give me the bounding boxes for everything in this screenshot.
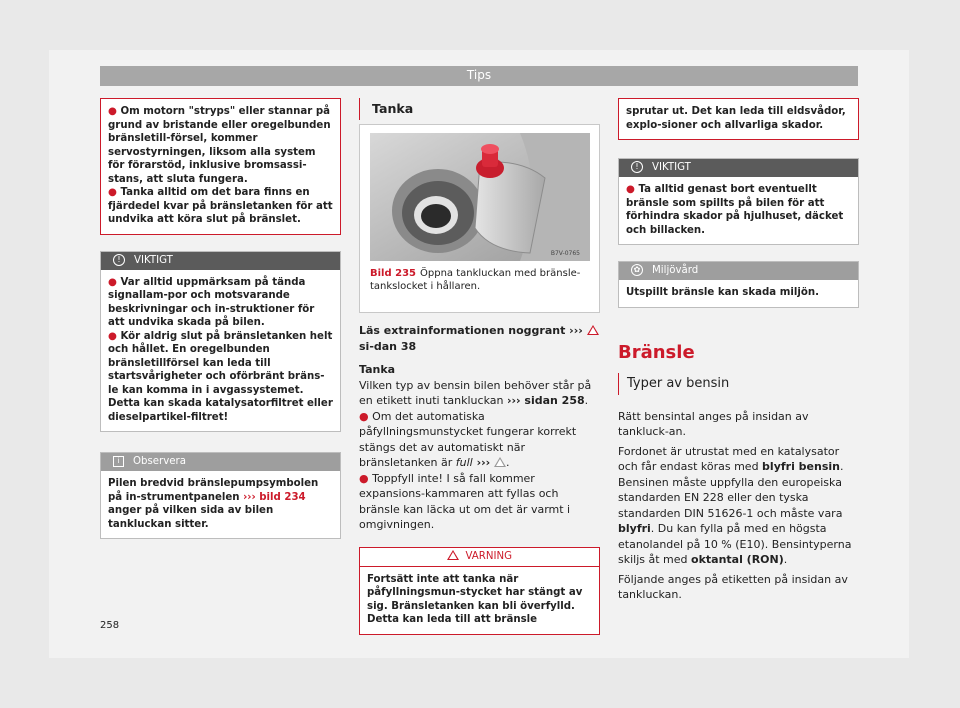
- observera-box: i Observera Pilen bredvid bränslepumpsymbolen på in-strumentpanelen ››› bild 234 anger på vilken sida av bilen tankluckan sitter.: [100, 452, 341, 539]
- note-icon: i: [113, 456, 124, 467]
- fuel-cap-photo: [370, 133, 590, 261]
- figure: [359, 124, 600, 313]
- figure-code: B7V-0765: [550, 250, 580, 257]
- bullet-icon: ●: [359, 409, 369, 423]
- page-number: 258: [100, 620, 120, 631]
- tips-item: ● Tanka alltid om det bara finns en fjärdedel kvar på bränsletanken för att undvika att köra slut på bränslet.: [108, 187, 333, 225]
- bullet-icon: ●: [108, 276, 117, 288]
- viktigt-header: ! VIKTIGT: [619, 159, 858, 177]
- page-link[interactable]: ››› sidan 258: [506, 394, 585, 407]
- header-title: Tips: [466, 68, 492, 82]
- observera-header: i Observera: [101, 453, 340, 471]
- tips-item: ● Om motorn "stryps" eller stannar på grund av bristande eller oregelbunden bränsletill-försel, kommer servostyrningen, liksom alla system för förarstöd, inklusive bromsassi-stans, att sluta fungera.: [108, 106, 331, 185]
- header-bar: [100, 66, 858, 86]
- viktigt-item: ● Var alltid uppmärksam på tända signallam-por och motsvarande beskrivningar och in-struktioner för att undvika skada på bilen.: [108, 276, 315, 328]
- tanka-heading: Tanka: [359, 363, 396, 376]
- bullet-icon: ●: [359, 471, 369, 485]
- varning-continued-box: sprutar ut. Det kan leda till eldsvådor, explo-sioner och allvarliga skador.: [618, 98, 859, 140]
- miljo-header: ✿ Miljövård: [619, 262, 858, 280]
- info-icon: !: [631, 161, 643, 173]
- warning-icon: [494, 457, 506, 467]
- chapter-title: Bränsle: [618, 341, 695, 363]
- varning-header: VARNING: [360, 548, 599, 567]
- bullet-icon: ●: [626, 184, 635, 195]
- column-left: [100, 98, 341, 539]
- viktigt-box: ! VIKTIGT ● Ta alltid genast bort eventuellt bränsle som spillts på bilen för att förhindra skador på hjulhuset, däcket och billacken.: [618, 158, 859, 245]
- bullet-icon: ●: [108, 330, 117, 342]
- subchapter-title: Typer av bensin: [618, 373, 859, 395]
- column-middle: Tanka B7V-0765 Bild 235 Öppna tankluckan med bränsle-tankslocket i hållaren. Läs extrainformationen noggrant ››› si-dan 38 Tanka Vilken typ av bensin bilen behöver står på en etikett inuti tankluckan ››› sidan 258. ● Om det automatiska påfyllningsmunstycket fungerar korrekt stängs det av automatiskt när bränsletanken är full ››› . ● Toppfyll inte! I så fall kommer expansions-kammaren att fyllas och bränsle kan läcka ut om det är varmt i omgivningen. VARNING Fortsätt inte att tanka när påfyllningsmun-stycket har stängt av sig. Bränsletanken kan bli överfylld. Detta kan leda till att bränsle: [359, 98, 600, 635]
- leaf-icon: ✿: [631, 264, 643, 276]
- read-info: Läs extrainformationen noggrant ››› si-dan 38: [359, 323, 600, 354]
- bullet-icon: ●: [108, 187, 117, 198]
- warning-icon: [587, 325, 599, 335]
- warning-icon: [447, 550, 459, 560]
- section-title: Tanka: [359, 98, 600, 120]
- viktigt-item: ● Kör aldrig slut på bränsletanken helt och hållet. En oregelbunden bränsletillförsel kan leda till startsvårigheter och oförbränt bräns-le kan komma in i avgassystemet. Detta kan skada katalysatorfiltret eller dieselpartikel-filtret!: [108, 330, 333, 423]
- figure-caption: Bild 235 Öppna tankluckan med bränsle-tankslocket i hållaren.: [370, 268, 581, 292]
- varning-box: VARNING Fortsätt inte att tanka när påfyllningsmun-stycket har stängt av sig. Bränsletanken kan bli överfylld. Detta kan leda till att bränsle: [359, 547, 600, 635]
- bild-link[interactable]: bild 234: [259, 491, 306, 503]
- info-icon: !: [113, 254, 125, 266]
- miljo-box: ✿ Miljövård Utspillt bränsle kan skada miljön.: [618, 261, 859, 308]
- bullet-icon: ●: [108, 106, 117, 117]
- column-right: sprutar ut. Det kan leda till eldsvådor, explo-sioner och allvarliga skador. ! VIKTIGT ● Ta alltid genast bort eventuellt bränsle som spillts på bilen för att förhindra skador på hjulhuset, däcket och billacken. ✿ Miljövård Utspillt bränsle kan skada miljön. Bränsle Typer av bensin Rätt bensintal anges på insidan av tankluck-an. Fordonet är utrustat med en katalysator och får endast köras med blyfri bensin. Bensinen måste uppfylla den europeiska standarden EN 228 eller den tyska standarden DIN 51626-1 och måste vara blyfri. Du kan fylla på med en högsta etanolandel på 10 % (E10). Bensintyperna skiljs åt med oktantal (RON). Följande anges på etiketten på insidan av tankluckan.: [618, 98, 859, 603]
- viktigt-box: [100, 251, 341, 433]
- viktigt-header: ! VIKTIGT: [101, 252, 340, 270]
- tips-box: [100, 98, 341, 235]
